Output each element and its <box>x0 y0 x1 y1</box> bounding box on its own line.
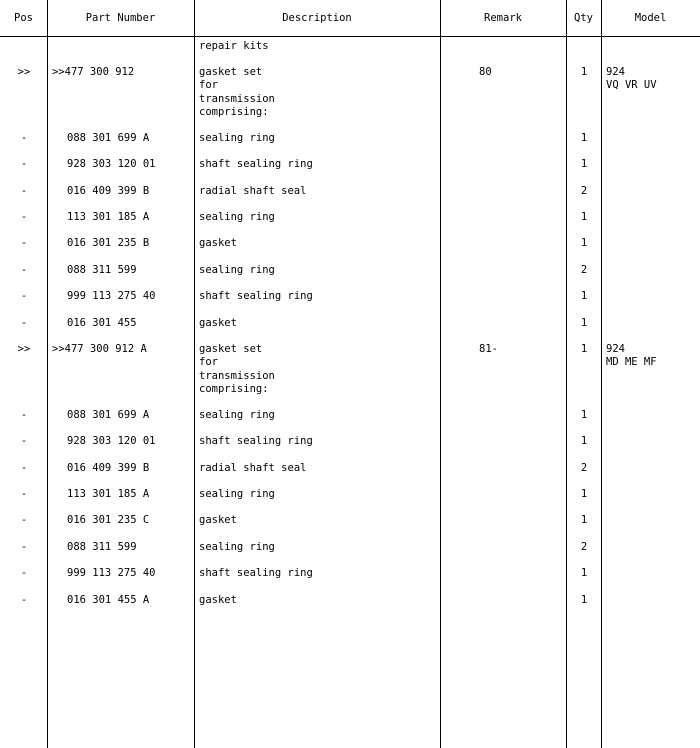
part-number-cell: 113 301 185 A <box>67 211 150 223</box>
pos-cell: - <box>20 567 28 579</box>
part-number-cell: 088 301 699 A <box>67 409 150 421</box>
pos-cell: - <box>20 488 28 500</box>
pos-cell: - <box>20 541 28 553</box>
qty-cell: 1 <box>580 435 588 447</box>
header-pos: Pos <box>14 12 33 24</box>
section-title: repair kits <box>199 40 269 52</box>
qty-cell: 1 <box>580 567 588 579</box>
header-remark: Remark <box>484 12 522 24</box>
remark-cell: 81- <box>479 343 498 355</box>
description-cell: gasket set for transmission comprising: <box>199 66 275 118</box>
column-divider <box>47 0 48 748</box>
description-cell: radial shaft seal <box>199 185 307 197</box>
pos-cell: - <box>20 264 28 276</box>
qty-cell: 2 <box>580 185 588 197</box>
header-divider <box>0 36 700 37</box>
column-divider <box>194 0 195 748</box>
description-cell: shaft sealing ring <box>199 435 313 447</box>
part-number-cell: 016 301 455 A <box>67 594 150 606</box>
qty-cell: 1 <box>580 132 588 144</box>
part-number-cell: 088 301 699 A <box>67 132 150 144</box>
description-cell: gasket <box>199 514 237 526</box>
part-number-cell: 016 301 455 <box>67 317 137 329</box>
pos-cell: - <box>20 237 28 249</box>
qty-cell: 1 <box>580 237 588 249</box>
description-cell: sealing ring <box>199 211 275 223</box>
description-cell: shaft sealing ring <box>199 290 313 302</box>
qty-cell: 1 <box>580 488 588 500</box>
part-number-cell: 928 303 120 01 <box>67 435 156 447</box>
description-cell: sealing ring <box>199 409 275 421</box>
part-number-cell: >>477 300 912 A <box>52 343 147 355</box>
description-cell: radial shaft seal <box>199 462 307 474</box>
pos-cell: - <box>20 132 28 144</box>
pos-cell: - <box>20 290 28 302</box>
part-number-cell: 016 409 399 B <box>67 462 150 474</box>
qty-cell: 2 <box>580 541 588 553</box>
header-description: Description <box>282 12 352 24</box>
column-divider <box>440 0 441 748</box>
column-divider <box>601 0 602 748</box>
pos-cell: >> <box>17 343 31 355</box>
description-cell: gasket <box>199 317 237 329</box>
pos-cell: - <box>20 435 28 447</box>
qty-cell: 1 <box>580 290 588 302</box>
pos-cell: - <box>20 185 28 197</box>
pos-cell: - <box>20 317 28 329</box>
pos-cell: - <box>20 594 28 606</box>
qty-cell: 1 <box>580 594 588 606</box>
description-cell: sealing ring <box>199 488 275 500</box>
description-cell: gasket <box>199 237 237 249</box>
header-model: Model <box>634 12 667 24</box>
qty-cell: 1 <box>580 66 588 78</box>
part-number-cell: 088 311 599 <box>67 541 137 553</box>
part-number-cell: 928 303 120 01 <box>67 158 156 170</box>
description-cell: shaft sealing ring <box>199 158 313 170</box>
qty-cell: 1 <box>580 514 588 526</box>
description-cell: gasket set for transmission comprising: <box>199 343 275 395</box>
part-number-cell: >>477 300 912 <box>52 66 135 78</box>
qty-cell: 1 <box>580 211 588 223</box>
pos-cell: - <box>20 514 28 526</box>
pos-cell: - <box>20 409 28 421</box>
part-number-cell: 016 301 235 B <box>67 237 150 249</box>
qty-cell: 1 <box>580 409 588 421</box>
qty-cell: 1 <box>580 158 588 170</box>
part-number-cell: 088 311 599 <box>67 264 137 276</box>
qty-cell: 2 <box>580 462 588 474</box>
description-cell: sealing ring <box>199 264 275 276</box>
header-qty: Qty <box>574 12 593 24</box>
remark-cell: 80 <box>479 66 492 78</box>
description-cell: sealing ring <box>199 541 275 553</box>
qty-cell: 2 <box>580 264 588 276</box>
part-number-cell: 113 301 185 A <box>67 488 150 500</box>
pos-cell: - <box>20 211 28 223</box>
pos-cell: - <box>20 158 28 170</box>
part-number-cell: 999 113 275 40 <box>67 567 156 579</box>
qty-cell: 1 <box>580 343 588 355</box>
model-cell: 924 MD ME MF <box>606 343 657 369</box>
part-number-cell: 999 113 275 40 <box>67 290 156 302</box>
description-cell: shaft sealing ring <box>199 567 313 579</box>
part-number-cell: 016 301 235 C <box>67 514 150 526</box>
part-number-cell: 016 409 399 B <box>67 185 150 197</box>
pos-cell: >> <box>17 66 31 78</box>
pos-cell: - <box>20 462 28 474</box>
model-cell: 924 VQ VR UV <box>606 66 657 92</box>
column-divider <box>566 0 567 748</box>
qty-cell: 1 <box>580 317 588 329</box>
header-part-number: Part Number <box>85 12 156 24</box>
description-cell: sealing ring <box>199 132 275 144</box>
description-cell: gasket <box>199 594 237 606</box>
